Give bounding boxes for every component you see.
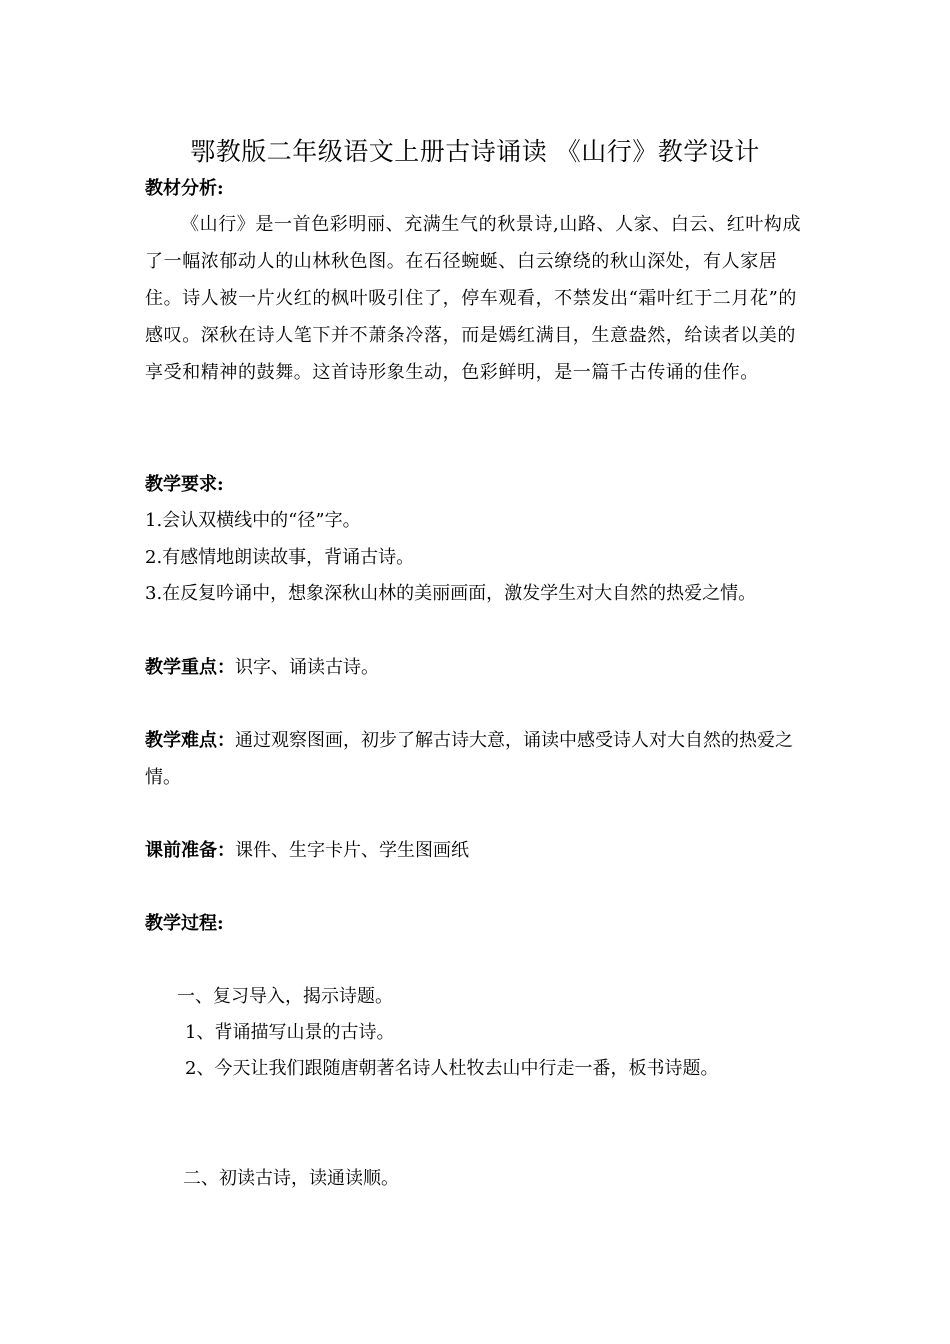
document-title: 鄂教版二年级语文上册古诗诵读 《山行》教学设计: [190, 137, 760, 166]
requirement-item-3: 3.在反复吟诵中，想象深秋山林的美丽画面，激发学生对大自然的热爱之情。: [145, 583, 757, 604]
key-points-label: 教学重点：: [145, 657, 235, 678]
analysis-paragraph: 《山行》是一首色彩明丽、充满生气的秋景诗,山路、人家、白云、红叶构成了一幅浓郁动人的山林秋色图。在石径蜿蜒、白云缭绕的秋山深处，有人家居住。诗人被一片火红的枫叶吸引住了，停车观看，不禁发出“霜叶红于二月花”的感叹。深秋在诗人笔下并不萧条冷落，而是嫣红满目，生意盎然，给读者以美的享受和精神的鼓舞。这首诗形象生动，色彩鲜明，是一篇千古传诵的佳作。: [145, 214, 802, 383]
process-heading: 教学过程:: [145, 913, 224, 934]
preparation: [145, 832, 810, 869]
process-section-1-item-1: 1、背诵描写山景的古诗。: [185, 1022, 395, 1043]
key-points: [145, 649, 810, 686]
analysis-heading: 教材分析:: [145, 178, 224, 199]
requirement-item-2: 2.有感情地朗读故事，背诵古诗。: [145, 547, 415, 568]
preparation-label: 课前准备：: [145, 840, 235, 861]
process-section-2-title: 二、初读古诗，读通读顺。: [183, 1168, 399, 1189]
process-section-1-item-2: 2、今天让我们跟随唐朝著名诗人杜牧去山中行走一番，板书诗题。: [185, 1058, 719, 1079]
requirements-heading: 教学要求:: [145, 474, 224, 495]
difficulties-label: 教学难点：: [145, 730, 235, 751]
key-points-text: 识字、诵读古诗。: [235, 657, 379, 678]
preparation-text: 课件、生字卡片、学生图画纸: [235, 840, 469, 861]
difficulties: [145, 722, 810, 796]
difficulties-text: 通过观察图画，初步了解古诗大意，诵读中感受诗人对大自然的热爱之情。: [145, 730, 793, 788]
process-section-1-title: 一、复习导入，揭示诗题。: [177, 986, 393, 1007]
requirement-item-1: 1.会认双横线中的“径”字。: [145, 510, 361, 531]
